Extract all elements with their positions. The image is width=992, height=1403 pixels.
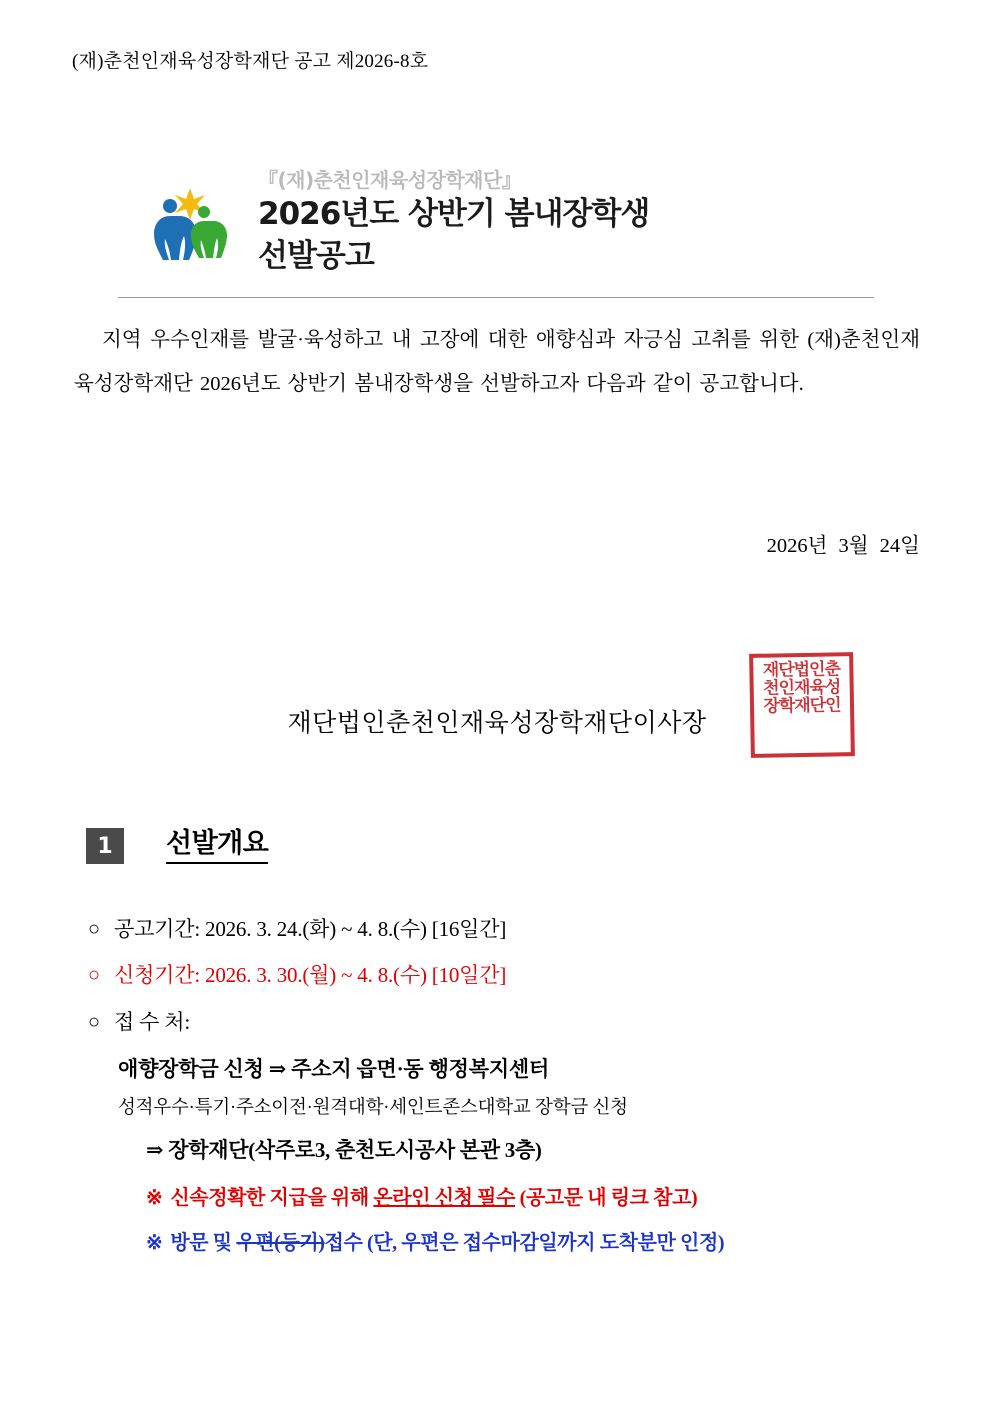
receipt-line-community-center: 애향장학금 신청 ⇒ 주소지 읍면·동 행정복지센터 xyxy=(118,1057,550,1082)
title-block xyxy=(118,160,874,300)
application-period-text: 신청기간: 2026. 3. 30.(월) ~ 4. 8.(수) [10일간] xyxy=(114,963,507,988)
seal-line-2: 천인재육성 xyxy=(762,677,841,699)
seal-line-1: 재단법인춘 xyxy=(762,659,841,681)
document-number: (재)춘천인재육성장학재단 공고 제2026-8호 xyxy=(72,51,429,72)
announcement-period-text: 공고기간: 2026. 3. 24.(화) ~ 4. 8.(수) [16일간] xyxy=(114,917,507,941)
note-text-post: 접수 (단, 우편은 접수마감일까지 도착분만 인정) xyxy=(324,1231,725,1254)
list-item xyxy=(88,961,928,990)
note-text-pre: 신속정확한 지급을 위해 xyxy=(170,1186,374,1209)
title-main-line2: 선발공고 xyxy=(258,237,374,274)
list-bullet: ○ xyxy=(88,964,101,987)
note-text-pre: 방문 및 xyxy=(170,1231,237,1254)
list-item xyxy=(88,1008,928,1037)
title-main-line1: 2026년도 상반기 봄내장학생 xyxy=(258,196,650,232)
note-visit-and-mail xyxy=(146,1229,928,1258)
title-texts xyxy=(258,168,878,276)
list-bullet: ○ xyxy=(88,918,101,940)
section-number-badge: 1 xyxy=(86,828,124,864)
note-online-application xyxy=(146,1184,928,1213)
title-subtitle: 『(재)춘천인재육성장학재단』 xyxy=(258,168,522,192)
list-item xyxy=(88,915,928,944)
section-heading xyxy=(86,828,268,864)
title-divider xyxy=(118,297,874,298)
note-text-post: (공고문 내 링크 참고) xyxy=(515,1186,698,1209)
foundation-logo-icon xyxy=(146,182,236,268)
official-seal-stamp xyxy=(749,652,855,758)
note-text-struck: 우편(등기) xyxy=(236,1231,325,1254)
receipt-line-foundation-office: ⇒ 장학재단(삭주로3, 춘천도시공사 본관 3층) xyxy=(146,1138,542,1163)
receipt-place-label: 접 수 처: xyxy=(114,1009,190,1034)
intro-paragraph: 지역 우수인재를 발굴·육성하고 내 고장에 대한 애향심과 자긍심 고취를 위한 (재)춘천인재육성장학재단 2026년도 상반기 봄내장학생을 선발하고자 다음과 같이 공고합니다. xyxy=(74,329,920,396)
note-text-underlined: 온라인 신청 필수 xyxy=(373,1186,515,1209)
selection-overview-list xyxy=(88,915,928,1274)
list-bullet: ○ xyxy=(88,1010,101,1033)
signature-line: 재단법인춘천인재육성장학재단이사장 xyxy=(287,710,707,737)
note-mark-icon: ※ xyxy=(146,1231,163,1254)
seal-line-3: 장학재단인 xyxy=(763,695,841,717)
announcement-date: 2026년 3월 24일 xyxy=(766,535,920,557)
section-title: 선발개요 xyxy=(166,828,268,863)
receipt-line-scholarship-types: 성적우수·특기·주소이전·원격대학·세인트존스대학교 장학금 신청 xyxy=(118,1097,628,1118)
note-mark-icon: ※ xyxy=(146,1186,163,1209)
